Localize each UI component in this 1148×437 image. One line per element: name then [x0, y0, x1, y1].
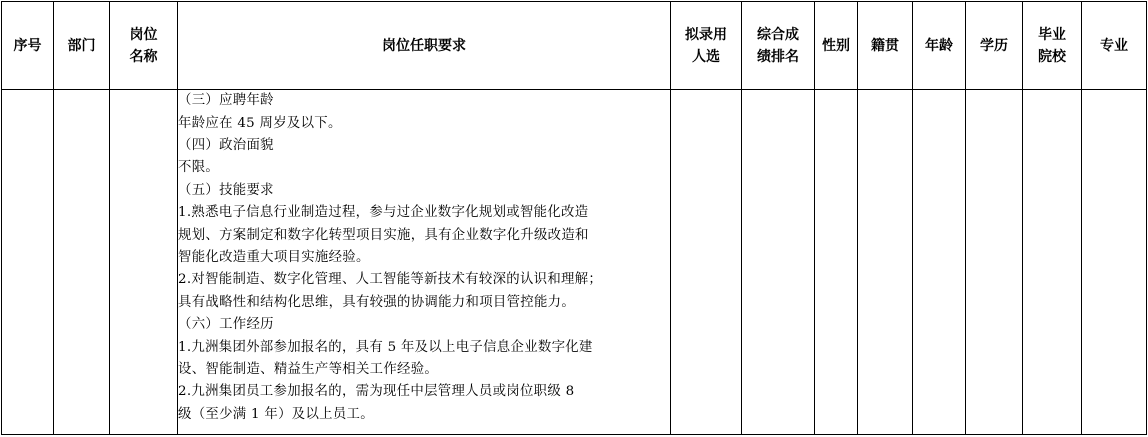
header-department: 部门: [54, 2, 110, 90]
requirement-line: （六）工作经历: [178, 317, 274, 333]
cell-gender: [815, 90, 858, 435]
header-candidate-line-2: 人选: [692, 48, 720, 65]
table-row: [2, 90, 1147, 435]
requirement-line: 1.熟悉电子信息行业制造过程，参与过企业数字化规划或智能化改造: [178, 205, 589, 221]
header-graduate-school-line-1: 毕业: [1038, 26, 1066, 43]
cell-education: [966, 90, 1023, 435]
header-candidate-line-1: 拟录用: [685, 26, 727, 43]
header-row: [2, 2, 1147, 90]
requirement-line: 2.对智能制造、数字化管理、人工智能等新技术有较深的认识和理解；: [178, 272, 603, 288]
requirement-line: 1.九洲集团外部参加报名的，具有 5 年及以上电子信息企业数字化建: [178, 339, 593, 355]
recruitment-table: [1, 1, 1147, 435]
header-score-rank-line-1: 综合成: [757, 26, 799, 43]
header-age: 年龄: [913, 2, 966, 90]
cell-age: [913, 90, 966, 435]
header-position-name-line-2: 名称: [129, 48, 158, 65]
requirement-line: 智能化改造重大项目实施经验。: [178, 250, 370, 266]
cell-score-rank: [742, 90, 815, 435]
header-seq: 序号: [2, 2, 54, 90]
cell-position-name: [110, 90, 178, 435]
requirement-line: 规划、方案制定和数字化转型项目实施，具有企业数字化升级改造和: [178, 227, 589, 243]
requirement-line: 具有战略性和结构化思维，具有较强的协调能力和项目管控能力。: [178, 294, 576, 310]
requirement-line: 2.九洲集团员工参加报名的，需为现任中层管理人员或岗位职级 8: [178, 384, 575, 400]
header-requirements: 岗位任职要求: [178, 2, 671, 90]
requirement-line: 年龄应在 45 周岁及以下。: [178, 115, 342, 131]
header-position-name: [110, 2, 178, 90]
requirement-line: （三）应聘年龄: [178, 93, 274, 109]
header-graduate-school: [1023, 2, 1082, 90]
header-graduate-school-line-2: 院校: [1038, 48, 1066, 65]
requirement-line: 不限。: [178, 160, 220, 176]
cell-department: [54, 90, 110, 435]
cell-seq: [2, 90, 54, 435]
cell-graduate-school: [1023, 90, 1082, 435]
header-score-rank-line-2: 绩排名: [757, 48, 799, 65]
header-native-place: 籍贯: [858, 2, 913, 90]
requirement-line: 设、智能制造、精益生产等相关工作经验。: [178, 362, 439, 378]
header-gender: 性别: [815, 2, 858, 90]
header-education: 学历: [966, 2, 1023, 90]
requirement-line: （四）政治面貌: [178, 138, 274, 154]
cell-candidate: [671, 90, 742, 435]
cell-major: [1082, 90, 1147, 435]
header-score-rank: [742, 2, 815, 90]
requirement-line: 级（至少满 1 年）及以上员工。: [178, 406, 374, 422]
header-candidate: [671, 2, 742, 90]
header-position-name-line-1: 岗位: [129, 26, 158, 43]
cell-native-place: [858, 90, 913, 435]
cell-requirements: [178, 90, 671, 435]
requirement-line: （五）技能要求: [178, 182, 274, 198]
header-major: 专业: [1082, 2, 1147, 90]
